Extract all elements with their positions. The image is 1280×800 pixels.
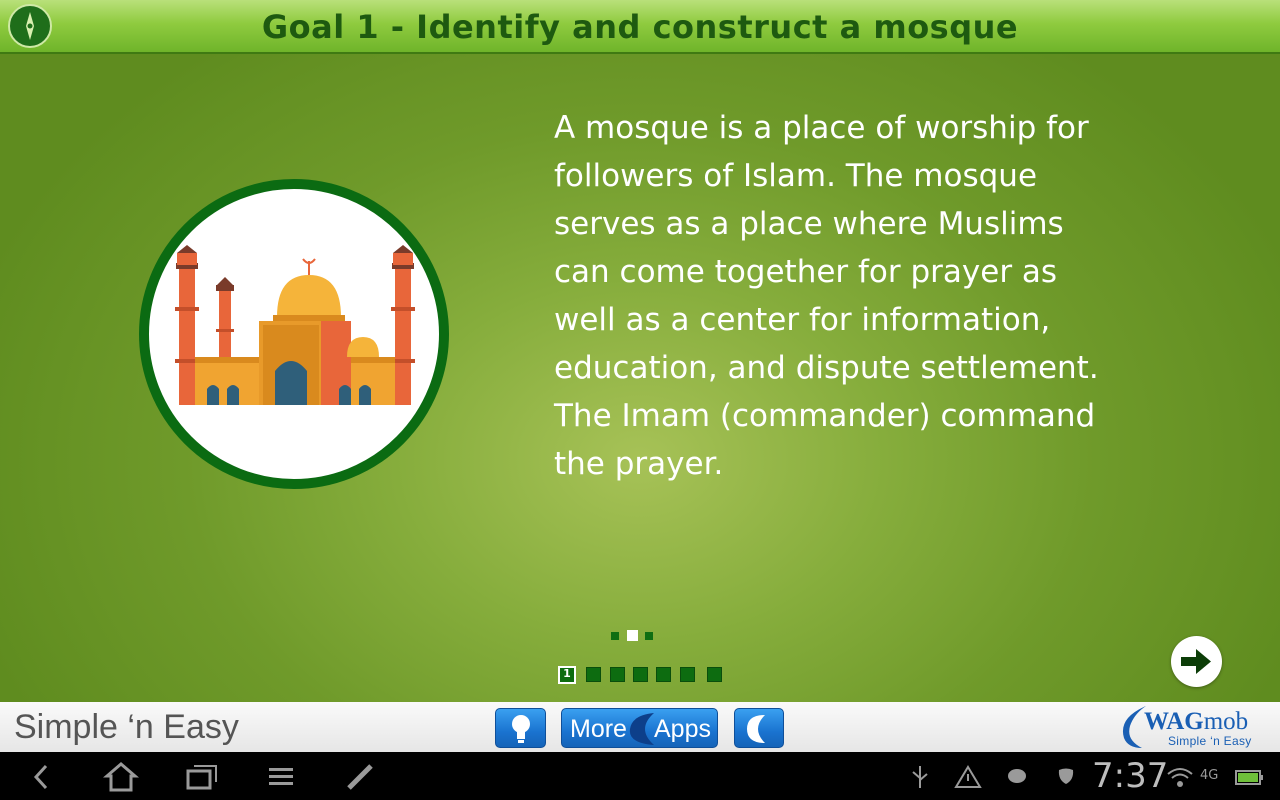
recent-apps-icon[interactable] (184, 760, 220, 794)
battery-icon (1234, 764, 1266, 790)
more-apps-button[interactable] (561, 708, 718, 748)
back-icon[interactable] (24, 760, 60, 794)
footer-bar (0, 702, 1280, 752)
page-dot[interactable] (610, 667, 625, 682)
wifi-icon (1166, 764, 1194, 790)
page-dot[interactable] (633, 667, 648, 682)
chat-icon (1005, 764, 1029, 790)
logo-tagline: Simple ‘n Easy (1168, 734, 1252, 748)
menu-icon[interactable] (263, 760, 299, 794)
page-dot[interactable] (586, 667, 601, 682)
wagmob-logo[interactable] (1116, 704, 1266, 750)
apps-label: Apps (654, 715, 711, 743)
page-current[interactable]: 1 (558, 666, 576, 684)
night-mode-button[interactable] (734, 708, 784, 748)
title-bar (0, 0, 1280, 54)
more-label: More (570, 715, 627, 743)
page-dot[interactable] (680, 667, 695, 682)
arrow-right-icon (1171, 636, 1222, 687)
page-dot[interactable] (656, 667, 671, 682)
lesson-text: A mosque is a place of worship for followers of Islam. The mosque serves as a place where Muslims can come together for prayer as well as a center for information, education, and dispute settlement. The Imam (commander) command the prayer. (554, 110, 1099, 482)
lightbulb-icon (496, 709, 547, 749)
logo-text: WAGmob (1144, 708, 1249, 735)
sub-dot-active[interactable] (627, 630, 638, 641)
home-icon[interactable] (103, 760, 139, 794)
warning-icon (954, 764, 982, 790)
next-button[interactable] (1171, 636, 1222, 687)
status-clock: 7:37 (1092, 756, 1169, 796)
sub-dot[interactable] (645, 632, 653, 640)
system-nav-bar (0, 752, 1280, 800)
pencil-icon[interactable] (343, 760, 379, 794)
brand-text: Simple ‘n Easy (14, 708, 239, 746)
tip-button[interactable] (495, 708, 546, 748)
moon-icon (735, 709, 785, 749)
usb-icon (908, 764, 932, 790)
network-type: 4G (1200, 768, 1219, 783)
page-dot[interactable] (707, 667, 722, 682)
mosque-illustration (139, 179, 449, 489)
messenger-icon (1054, 764, 1078, 790)
sub-dot[interactable] (611, 632, 619, 640)
page-title: Goal 1 - Identify and construct a mosque (261, 8, 1019, 46)
